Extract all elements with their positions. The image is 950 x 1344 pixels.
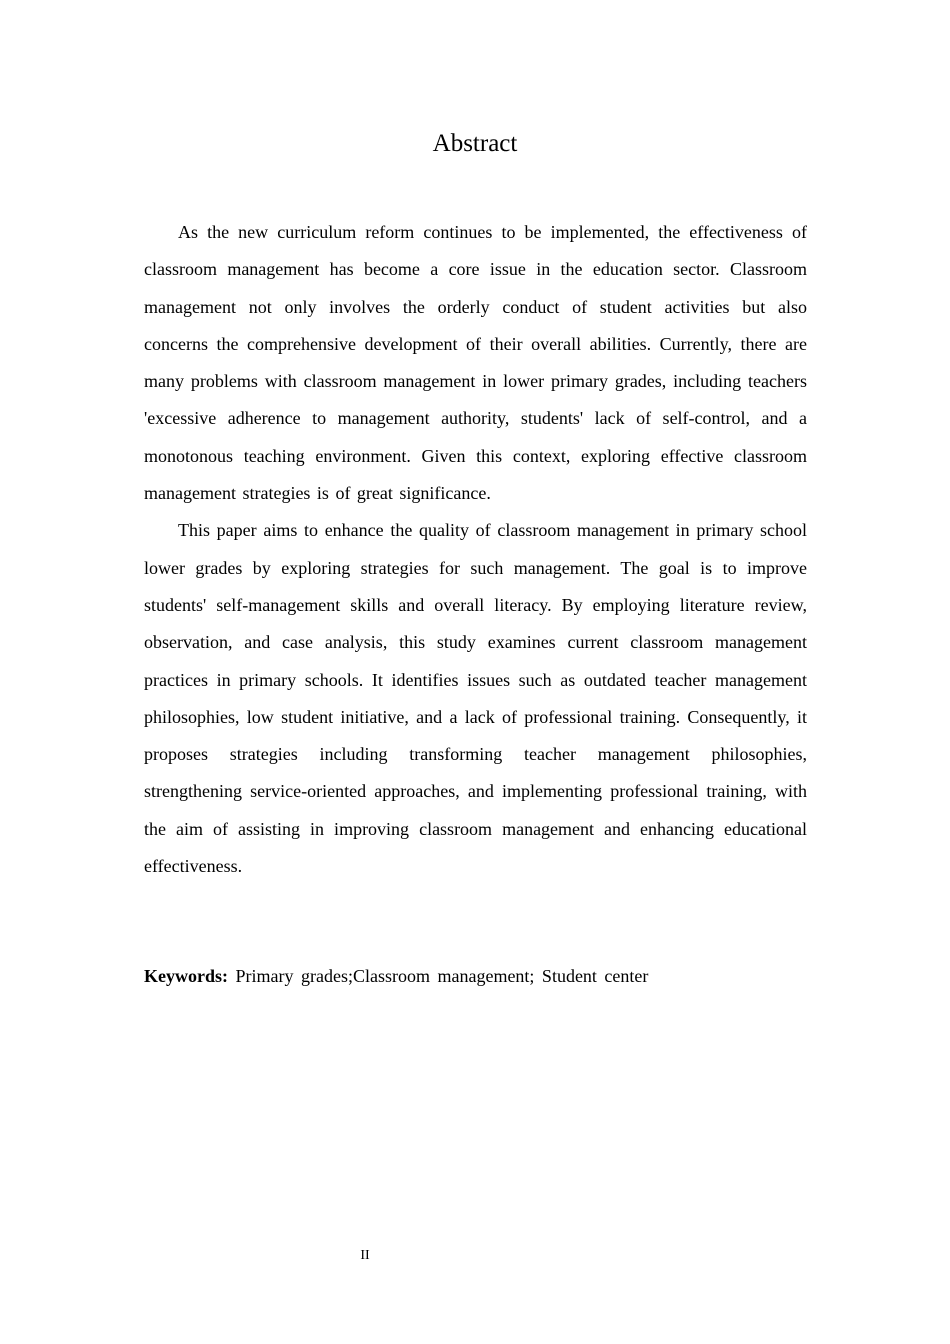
abstract-title: Abstract [432,130,518,157]
page-number: II [360,1248,370,1263]
abstract-body [144,214,807,885]
abstract-paragraph-2: This paper aims to enhance the quality of classroom management in primary school lower grades by exploring strategies for such management. The goal is to improve students' self-management skills and overall literacy. By employing literature review, observation, and case analysis, this study examines current classroom management practices in primary schools. It identifies issues such as outdated teacher management philosophies, low student initiative, and a lack of professional training. Consequently, it proposes strategies including transforming teacher management philosophies, strengthening service-oriented approaches, and implementing professional training, with the aim of assisting in improving classroom management and enhancing educational effectiveness. [144,520,807,877]
abstract-paragraph-1: As the new curriculum reform continues to be implemented, the effectiveness of classroom management has become a core issue in the education sector. Classroom management not only involves the orderly conduct of student activities but also concerns the comprehensive development of their overall abilities. Currently, there are many problems with classroom management in lower primary grades, including teachers 'excessive adherence to management authority, students' lack of self-control, and a monotonous teaching environment. Given this context, exploring effective classroom management strategies is of great significance. [144,222,807,504]
keywords-value: Primary grades;Classroom management; Student center [235,966,649,986]
keywords-line [144,958,807,995]
keywords-label: Keywords: [144,966,228,986]
